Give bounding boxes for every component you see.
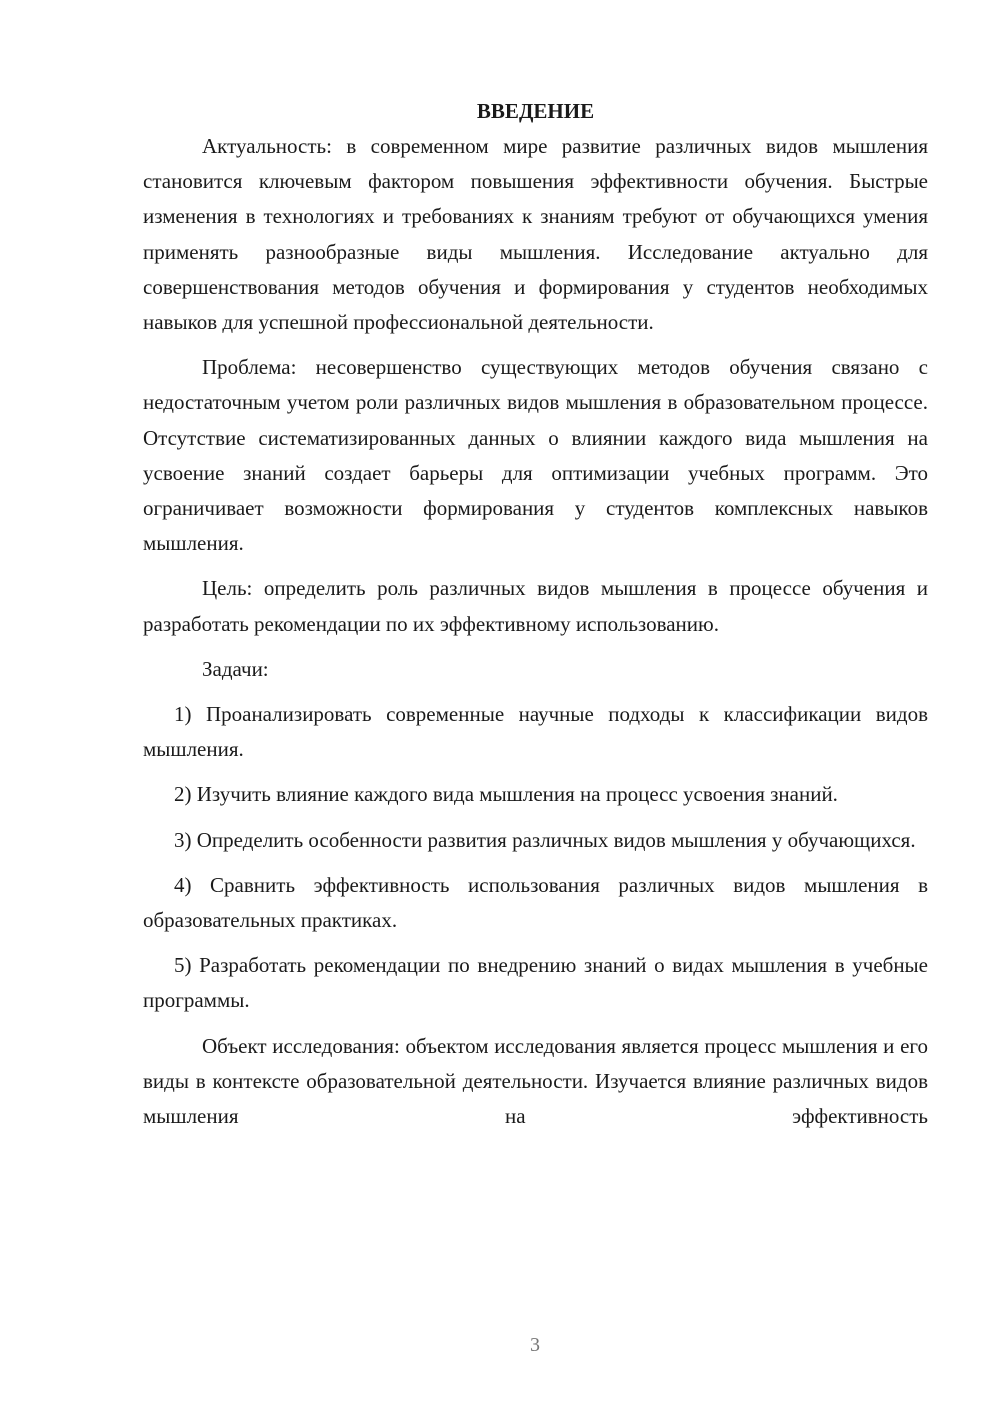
page-number: 3 [530, 1334, 540, 1356]
paragraph-object: Объект исследования: объектом исследования является процесс мышления и его виды в контексте образовательной деятельности. Изучается влияние различных видов мышления на эффективность [143, 1033, 928, 1129]
task-item-1: 1) Проанализировать современные научные подходы к классификации видов мышления. [143, 702, 928, 762]
task-item-5: 5) Разработать рекомендации по внедрению знаний о видах мышления в учебные программы. [143, 953, 928, 1013]
document-page [143, 94, 928, 1134]
task-item-4: 4) Сравнить эффективность использования различных видов мышления в образовательных практиках. [143, 872, 928, 933]
section-title: ВВЕДЕНИЕ [476, 99, 595, 123]
paragraph-relevance: Актуальность: в современном мире развитие различных видов мышления становится ключевым фактором повышения эффективности обучения. Быстрые изменения в технологиях и требованиях к знаниям требуют от обучающихся умения применять разнообразные виды мышления. Исследование актуально для совершенствования методов обучения и формирования у студентов необходимых навыков для успешной профессиональной деятельности. [143, 134, 928, 335]
tasks-heading: Задачи: [202, 656, 269, 681]
paragraph-goal: Цель: определить роль различных видов мышления в процессе обучения и разработать рекомендации по их эффективному использованию. [143, 576, 928, 636]
paragraph-problem: Проблема: несовершенство существующих методов обучения связано с недостаточным учетом роли различных видов мышления в образовательном процессе. Отсутствие систематизированных данных о влиянии каждого вида мышления на усвоение знаний создает барьеры для оптимизации учебных программ. Это ограничивает возможности формирования у студентов комплексных навыков мышления. [143, 355, 928, 556]
task-item-2: 2) Изучить влияние каждого вида мышления на процесс усвоения знаний. [174, 782, 838, 807]
task-item-3: 3) Определить особенности развития различных видов мышления у обучающихся. [174, 827, 916, 852]
